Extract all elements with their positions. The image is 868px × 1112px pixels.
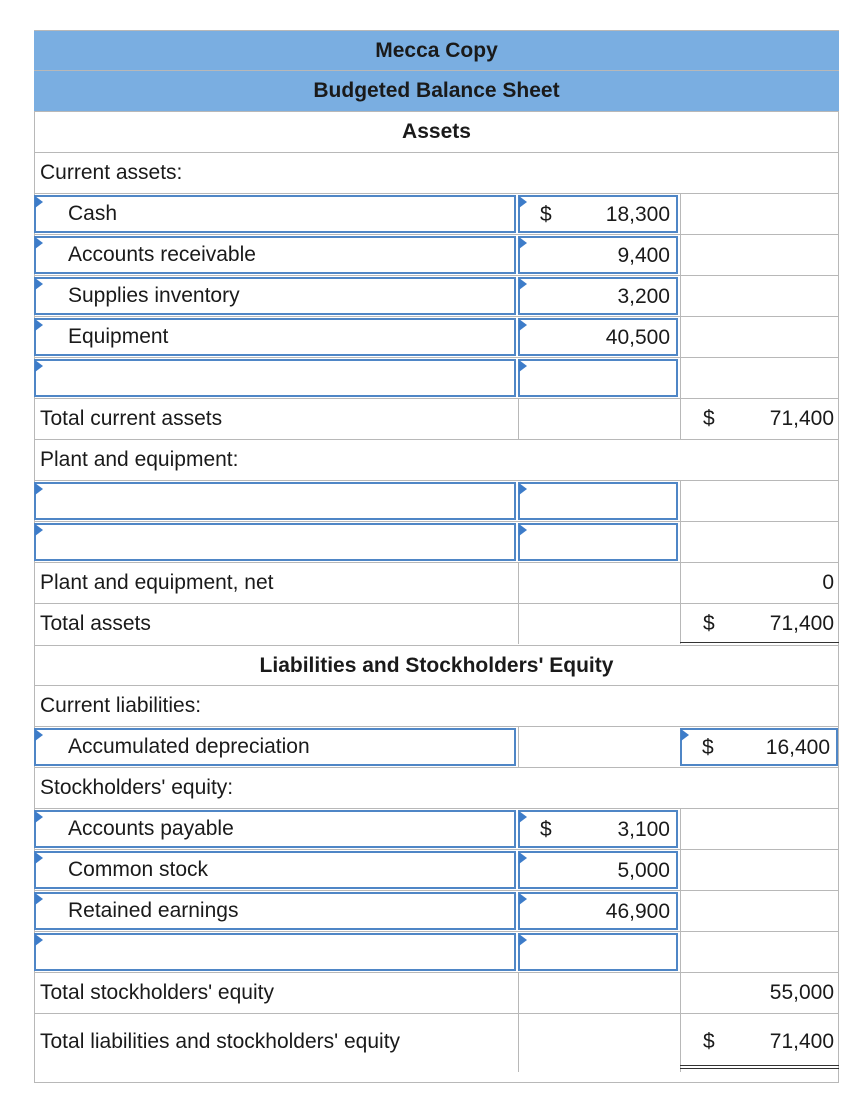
asset-row-equipment [34, 317, 839, 358]
dropdown-marker-icon [35, 524, 43, 536]
equity-label-input[interactable] [34, 892, 516, 930]
asset-label-text: Cash [68, 202, 118, 225]
plant-label-input[interactable] [34, 523, 516, 561]
dropdown-marker-icon [35, 278, 43, 290]
plant-amount-input[interactable] [518, 523, 678, 561]
dropdown-marker-icon [35, 811, 43, 823]
asset-amount-text: 3,200 [617, 285, 670, 308]
plant-row-empty-1 [34, 481, 839, 522]
currency-symbol: $ [703, 407, 715, 430]
plant-net-label: Plant and equipment, net [40, 571, 274, 594]
asset-amount-input[interactable] [518, 318, 678, 356]
dropdown-marker-icon [519, 934, 527, 946]
equity-row [34, 768, 839, 809]
total-equity-label: Total stockholders' equity [40, 981, 274, 1004]
plant-label-input[interactable] [34, 482, 516, 520]
asset-label-input[interactable] [34, 195, 516, 233]
asset-amount-input[interactable] [518, 359, 678, 397]
total-equity-value: 55,000 [769, 981, 834, 1004]
dropdown-marker-icon [35, 196, 43, 208]
currency-symbol: $ [702, 736, 714, 759]
total-assets-label: Total assets [40, 612, 151, 635]
asset-row-cash [34, 194, 839, 235]
total-liabilities-equity-cell [680, 1014, 840, 1072]
equity-amount-text: 3,100 [617, 818, 670, 841]
statement-title: Budgeted Balance Sheet [313, 79, 560, 102]
total-cell [680, 522, 840, 562]
plant-equipment-row [34, 440, 839, 481]
liability-row [34, 727, 839, 768]
equity-label: Stockholders' equity: [40, 776, 234, 799]
current-liabilities-row [34, 686, 839, 727]
equity-amount-input[interactable] [518, 892, 678, 930]
total-current-assets-label: Total current assets [40, 407, 223, 430]
amount-cell [518, 973, 679, 1013]
equity-amount-text: 46,900 [605, 900, 670, 923]
total-cell [680, 850, 840, 890]
currency-symbol: $ [540, 203, 552, 226]
current-assets-label: Current assets: [40, 161, 183, 184]
currency-symbol: $ [703, 612, 715, 635]
plant-net-cell [680, 563, 840, 603]
current-assets-row [34, 153, 839, 194]
company-name: Mecca Copy [375, 39, 498, 62]
equity-row-retained [34, 891, 839, 932]
asset-amount-input[interactable] [518, 277, 678, 315]
dropdown-marker-icon [519, 196, 527, 208]
asset-label-text: Accounts receivable [68, 243, 256, 266]
plant-equipment-label: Plant and equipment: [40, 448, 239, 471]
dropdown-marker-icon [519, 524, 527, 536]
header-company-row [34, 30, 839, 71]
total-cell [680, 481, 840, 521]
liability-total-input[interactable] [680, 728, 838, 766]
equity-amount-input[interactable] [518, 851, 678, 889]
dropdown-marker-icon [519, 319, 527, 331]
equity-amount-text: 5,000 [617, 859, 670, 882]
equity-label-input[interactable] [34, 851, 516, 889]
current-liabilities-label: Current liabilities: [40, 694, 202, 717]
total-assets-row [34, 604, 839, 645]
double-underline [680, 1068, 839, 1069]
asset-amount-input[interactable] [518, 236, 678, 274]
dropdown-marker-icon [35, 483, 43, 495]
total-cell [680, 932, 840, 972]
liability-label-text: Accumulated depreciation [68, 735, 310, 758]
equity-row-common [34, 850, 839, 891]
equity-label-text: Accounts payable [68, 817, 234, 840]
total-cell [680, 194, 840, 234]
liability-total-text: 16,400 [765, 736, 830, 759]
asset-label-input[interactable] [34, 277, 516, 315]
total-cell [680, 317, 840, 357]
equity-label-text: Retained earnings [68, 899, 239, 922]
double-underline [680, 1065, 839, 1066]
equity-amount-input[interactable] [518, 810, 678, 848]
dropdown-marker-icon [519, 237, 527, 249]
liabilities-title-row [34, 645, 839, 686]
total-liabilities-equity-row [34, 1014, 839, 1072]
equity-row-payable [34, 809, 839, 850]
asset-label-input[interactable] [34, 318, 516, 356]
header-statement-row [34, 71, 839, 112]
asset-amount-text: 18,300 [605, 203, 670, 226]
liability-label-input[interactable] [34, 728, 516, 766]
total-equity-cell [680, 973, 840, 1013]
amount-cell [518, 1014, 679, 1072]
currency-symbol: $ [540, 818, 552, 841]
dropdown-marker-icon [519, 893, 527, 905]
balance-sheet [34, 30, 839, 1072]
dropdown-marker-icon [35, 893, 43, 905]
amount-cell [518, 563, 679, 603]
total-cell [680, 809, 840, 849]
currency-symbol: $ [703, 1030, 715, 1053]
asset-row-receivable [34, 235, 839, 276]
dropdown-marker-icon [519, 483, 527, 495]
dropdown-marker-icon [35, 360, 43, 372]
asset-row-empty [34, 358, 839, 399]
total-equity-row [34, 973, 839, 1014]
total-liabilities-equity-value: 71,400 [769, 1030, 834, 1053]
assets-title-row [34, 112, 839, 153]
amount-cell [518, 399, 679, 439]
dropdown-marker-icon [35, 852, 43, 864]
equity-label-input[interactable] [34, 810, 516, 848]
dropdown-marker-icon [519, 278, 527, 290]
plant-net-row [34, 563, 839, 604]
total-current-assets-value: 71,400 [769, 407, 834, 430]
amount-cell [518, 604, 679, 644]
dropdown-marker-icon [35, 934, 43, 946]
dropdown-marker-icon [519, 811, 527, 823]
asset-label-input[interactable] [34, 359, 516, 397]
asset-amount-text: 40,500 [605, 326, 670, 349]
double-underline [680, 642, 839, 643]
total-cell [680, 276, 840, 316]
asset-label-input[interactable] [34, 236, 516, 274]
liabilities-title: Liabilities and Stockholders' Equity [259, 654, 614, 677]
total-current-assets-row [34, 399, 839, 440]
dropdown-marker-icon [681, 729, 689, 741]
equity-label-input[interactable] [34, 933, 516, 971]
total-liabilities-equity-label: Total liabilities and stockholders' equity [40, 1030, 401, 1053]
equity-label-text: Common stock [68, 858, 209, 881]
total-assets-cell [680, 604, 840, 644]
amount-cell [518, 727, 679, 767]
dropdown-marker-icon [35, 729, 43, 741]
equity-row-empty [34, 932, 839, 973]
asset-label-text: Equipment [68, 325, 169, 348]
total-cell [680, 358, 840, 398]
asset-label-text: Supplies inventory [68, 284, 240, 307]
total-cell [680, 235, 840, 275]
dropdown-marker-icon [519, 852, 527, 864]
plant-row-empty-2 [34, 522, 839, 563]
dropdown-marker-icon [35, 319, 43, 331]
asset-row-supplies [34, 276, 839, 317]
total-cell [680, 891, 840, 931]
plant-net-value: 0 [822, 571, 834, 594]
asset-amount-input[interactable] [518, 195, 678, 233]
assets-title: Assets [402, 120, 471, 143]
plant-amount-input[interactable] [518, 482, 678, 520]
asset-amount-text: 9,400 [617, 244, 670, 267]
total-current-assets-cell [680, 399, 840, 439]
equity-amount-input[interactable] [518, 933, 678, 971]
total-assets-value: 71,400 [769, 612, 834, 635]
dropdown-marker-icon [519, 360, 527, 372]
dropdown-marker-icon [35, 237, 43, 249]
